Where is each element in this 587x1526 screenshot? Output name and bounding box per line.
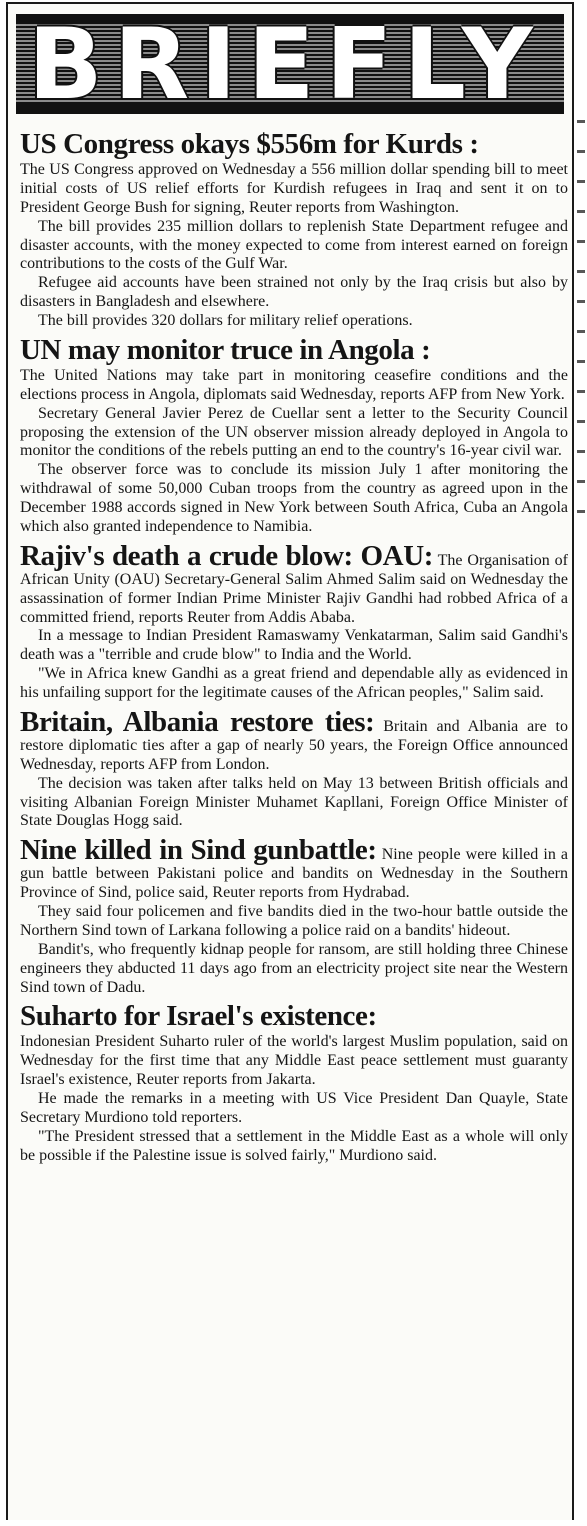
story-paragraph: "The President stressed that a settlement in the Middle East as a whole will only be possible if the Palestine issue is solved fairly," Murdiono said. [20,1127,568,1164]
story-headline: Britain, Albania restore ties: [20,705,375,738]
story-paragraph: Refugee aid accounts have been strained not only by the Iraq crisis but also by disasters in Bangladesh and elsewhere. [20,274,568,311]
story-lead: The Organisation of African Unity (OAU) Secretary-General Salim Ahmed Salim said on Wednesday the assassination of former Indian Prime Minister Rajiv Gandhi had robbed Africa of a committed friend, reports Reuter from Addis Ababa. [20,551,569,626]
story-lead: Indonesian President Suharto ruler of the world's largest Muslim population, said on Wednesday for the first time that any Middle East peace settlement must guaranty Israel's existence, Reuter reports from Jakarta. [20,1033,568,1089]
story-un-angola [20,333,568,537]
right-edge-rule-marks [577,120,585,540]
story-headline: Nine killed in Sind gunbattle: [20,834,377,867]
story-lead-paragraph [20,705,568,775]
story-lead: The US Congress approved on Wednesday a 556 million dollar spending bill to meet initial costs of US relief efforts for Kurdish refugees in Iraq and sent it on to President George Bush for signing, Reuter reports from Washington. [20,161,568,216]
story-paragraph: Bandit's, who frequently kidnap people for ransom, are still holding three Chinese engineers they abducted 11 days ago from an electricity project site near the Western Sind town of Dadu. [20,940,568,996]
masthead-title: BRIEFLY [28,14,544,114]
story-headline: Suharto for Israel's existence: [20,1000,377,1033]
story-lead-paragraph [20,836,568,903]
story-lead-paragraph [20,539,569,628]
story-headline: UN may monitor truce in Angola : [20,333,431,366]
story-paragraph: The bill provides 320 dollars for military relief operations. [38,312,413,329]
stories-column [20,130,568,1171]
story-paragraph: The decision was taken after talks held on May 13 between British officials and visiting Albanian Foreign Minister Muhamet Kapllani, Foreign Office Minister of State Douglas Hogg said. [20,774,568,830]
story-paragraph: In a message to Indian President Ramaswamy Venkatarman, Salim said Gandhi's death was a "terrible and crude blow" to India and the World. [20,627,568,664]
story-britain-albania [20,705,568,831]
story-paragraph: "We in Africa knew Gandhi as a great friend and dependable ally as evidenced in his unfailing support for the legitimate causes of the African peoples," Salim said. [20,665,568,701]
story-us-congress [20,130,568,331]
story-headline: US Congress okays $556m for Kurds : [20,128,479,160]
newspaper-page [6,2,574,1520]
story-paragraph: The bill provides 235 million dollars to replenish State Department refugee and disaster accounts, with the money expected to come from interest earned on foreign contributions to the costs of the Gulf War. [20,217,568,273]
story-paragraph: He made the remarks in a meeting with US Vice President Dan Quayle, State Secretary Murdiono told reporters. [20,1090,568,1126]
story-paragraph: The observer force was to conclude its mission July 1 after monitoring the withdrawal of some 50,000 Cuban troops from the country as agreed upon in the December 1988 accords signed in New York between South Africa, Cuba an Angola which also granted independence to Namibia. [20,461,568,535]
story-headline: Rajiv's death a crude blow: OAU: [20,539,434,572]
story-sind-gunbattle [20,836,568,997]
story-paragraph: They said four policemen and five bandits died in the two-hour battle outside the Northern Sind town of Larkana following a police raid on a bandits' hideout. [20,903,568,939]
story-suharto-israel [20,1002,568,1165]
story-lead: Britain and Albania are to restore diplomatic ties after a gap of nearly 50 years, the Foreign Office announced Wednesday, reports AFP from London. [20,717,568,773]
story-paragraph: Secretary General Javier Perez de Cuellar sent a letter to the Security Council proposing the extension of the UN observer mission already deployed in Angola to monitor the conditions of the rebels putting an end to the country's 16-year civil war. [20,404,568,460]
story-lead: Nine people were killed in a gun battle between Pakistani police and bandits on Wednesday in the Southern Province of Sind, police said, Reuter reports from Hydrabad. [20,846,569,902]
masthead-banner [16,14,564,114]
story-lead: The United Nations may take part in monitoring ceasefire conditions and the elections process in Angola, diplomats said Wednesday, reports AFP from New York. [20,366,568,403]
story-rajiv-oau [20,539,569,703]
